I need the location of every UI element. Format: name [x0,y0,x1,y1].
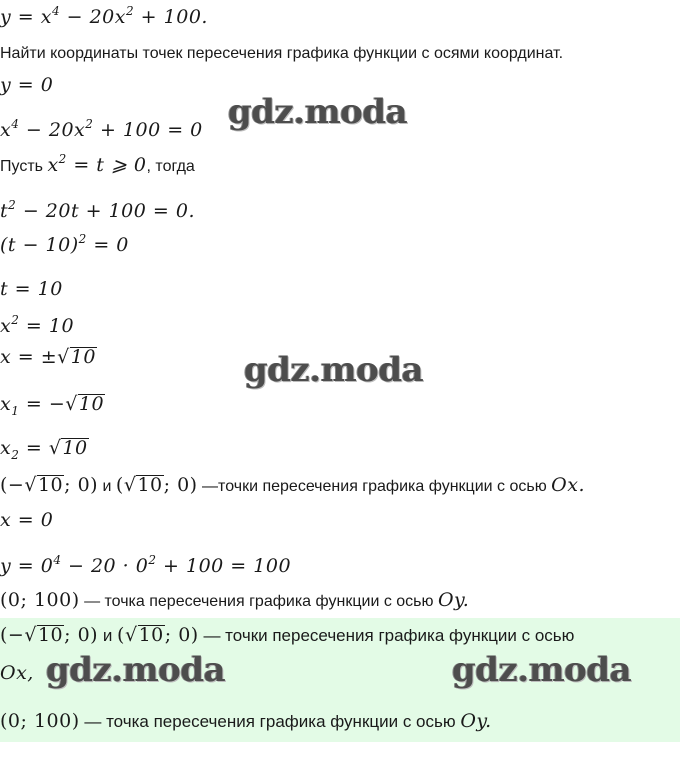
axis-ox: Ox. [551,474,585,496]
watermark-1: gdz.moda [228,92,408,132]
equation-function: $y = x^4 - 20x^2 + 100$. [0,4,208,28]
answer-oy-description: — точка пересечения графика функции с осью [79,712,461,731]
watermark-4: gdz.moda [452,650,632,690]
watermark-3: gdz.moda [46,650,226,690]
answer-axis-ox: Ox, [0,662,34,684]
conjunction: и [98,478,116,495]
ox-description: —точки пересечения графика функции с осью [197,478,552,495]
substitution-label: Пусть [0,158,43,175]
equation-quadratic-t: $t^2 - 20t + 100 = 0$. [0,198,195,222]
task-text: Найти координаты точек пересечения графика функции с осями координат. [0,45,564,62]
watermark-2: gdz.moda [244,350,424,390]
equation-y-value: $y = 0^4 - 20 \cdot 0^2 + 100 = 100$ [0,553,292,577]
answer-line-3 [0,710,492,732]
answer-point-oy: (0; 100) [0,710,80,732]
oy-description: — точка пересечения графика функции с осью [79,593,438,610]
point-negative: (−√10; 0) [0,474,99,496]
equation-square: $(t - 10)^2 = 0$ [0,232,129,256]
root-x1: $x_1 = -√10$ [0,393,105,418]
oy-intersection-line [0,589,469,611]
root-x2: $x_2 = √10$ [0,437,88,462]
equation-quartic: $x^4 - 20x^2 + 100 = 0$ [0,117,203,141]
substitution-line [0,152,195,176]
answer-axis-oy: Oy. [460,710,492,732]
equation-x-squared: $x^2 = 10$ [0,313,75,337]
substitution-suffix: , тогда [146,158,195,175]
answer-ox-description: — точки пересечения графика функции с осью [198,626,575,645]
substitution-expression: $x^2 = t$ ⩾ 0 [47,152,147,176]
point-positive: (√10; 0) [115,474,198,496]
answer-point-negative: (−√10; 0) [0,624,99,646]
condition-y-zero: y = 0 [0,74,54,96]
answer-point-positive: (√10; 0) [117,624,199,646]
root-t: t = 10 [0,278,63,300]
condition-x-zero: x = 0 [0,509,54,531]
roots-x: x = ±√10 [0,346,96,368]
answer-conjunction: и [98,626,118,645]
answer-line-1 [0,624,574,646]
point-oy: (0; 100) [0,589,80,611]
ox-intersection-line [0,474,585,496]
axis-oy: Oy. [437,589,470,611]
